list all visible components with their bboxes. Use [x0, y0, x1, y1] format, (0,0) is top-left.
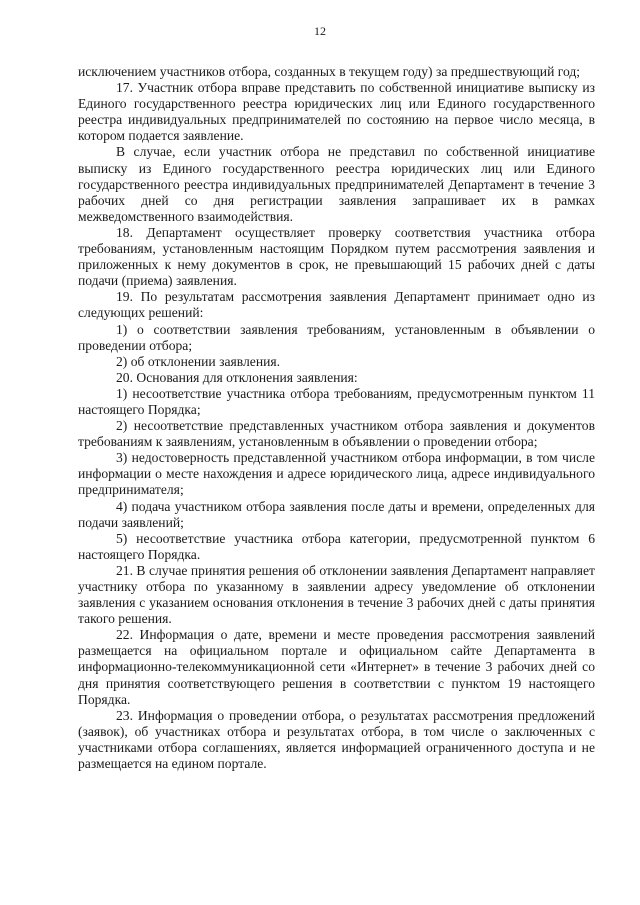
- paragraph: исключением участников отбора, созданных в текущем году) за предшествующий год;: [78, 64, 581, 79]
- paragraph: 22. Информация о дате, времени и месте проведения рассмотрения заявлений размещается на официальном портале и официальном сайте Департамента в информационно-телекоммуникационной сети «Интернет» в течение 3 рабочих дней со дня принятия соответствующего решения в соответствии с пунктом 19 настоящего Порядка.: [78, 627, 595, 707]
- document-body: [78, 64, 595, 772]
- paragraph: 2) об отклонении заявления.: [116, 353, 281, 369]
- paragraph: 19. По результатам рассмотрения заявления Департамент принимает одно из следующих решений:: [78, 289, 595, 321]
- paragraph: 4) подача участником отбора заявления после даты и времени, определенных для подачи заявлений;: [78, 498, 595, 530]
- paragraph: 23. Информация о проведении отбора, о результатах рассмотрения предложений (заявок), об участниках отбора и результатах отбора, в том числе о заключенных с участниками отбора соглашениях, является информацией ограниченного доступа и не размещается на едином портале.: [78, 707, 595, 772]
- paragraph: 21. В случае принятия решения об отклонении заявления Департамент направляет участнику отбора по указанному в заявлении адресу уведомление об отклонении заявления с указанием основания отклонения в течение 3 рабочих дней с даты принятия такого решения.: [78, 562, 595, 627]
- paragraph: В случае, если участник отбора не представил по собственной инициативе выписку из Единого государственного реестра юридических лиц или Единого государственного реестра индивидуальных предпринимателей Департамент в течение 3 рабочих дней со дня регистрации заявления запрашивает их в рамках межведомственного взаимодействия.: [78, 144, 595, 224]
- page-number: 12: [314, 24, 326, 38]
- paragraph: 3) недостоверность представленной участником отбора информации, в том числе информации о месте нахождения и адресе юридического лица, адресе индивидуального предпринимателя;: [78, 450, 595, 498]
- paragraph: 20. Основания для отклонения заявления:: [116, 369, 358, 385]
- paragraph: 18. Департамент осуществляет проверку соответствия участника отбора требованиям, установленным настоящим Порядком путем рассмотрения заявления и приложенных к нему документов в срок, не превышающий 15 рабочих дней с даты подачи (приема) заявления.: [78, 224, 595, 289]
- paragraph: 1) о соответствии заявления требованиям, установленным в объявлении о проведении отбора;: [78, 321, 595, 353]
- paragraph: 1) несоответствие участника отбора требованиям, предусмотренным пунктом 11 настоящего Порядка;: [78, 385, 595, 417]
- paragraph: 17. Участник отбора вправе представить по собственной инициативе выписку из Единого государственного реестра юридических лиц или Единого государственного реестра индивидуальных предпринимателей по состоянию на первое число месяца, в котором подается заявление.: [78, 80, 595, 144]
- paragraph: 2) несоответствие представленных участником отбора заявления и документов требованиям к заявлениям, установленным в объявлении о проведении отбора;: [78, 418, 595, 450]
- paragraph: 5) несоответствие участника отбора категории, предусмотренной пунктом 6 настоящего Порядка.: [78, 530, 595, 562]
